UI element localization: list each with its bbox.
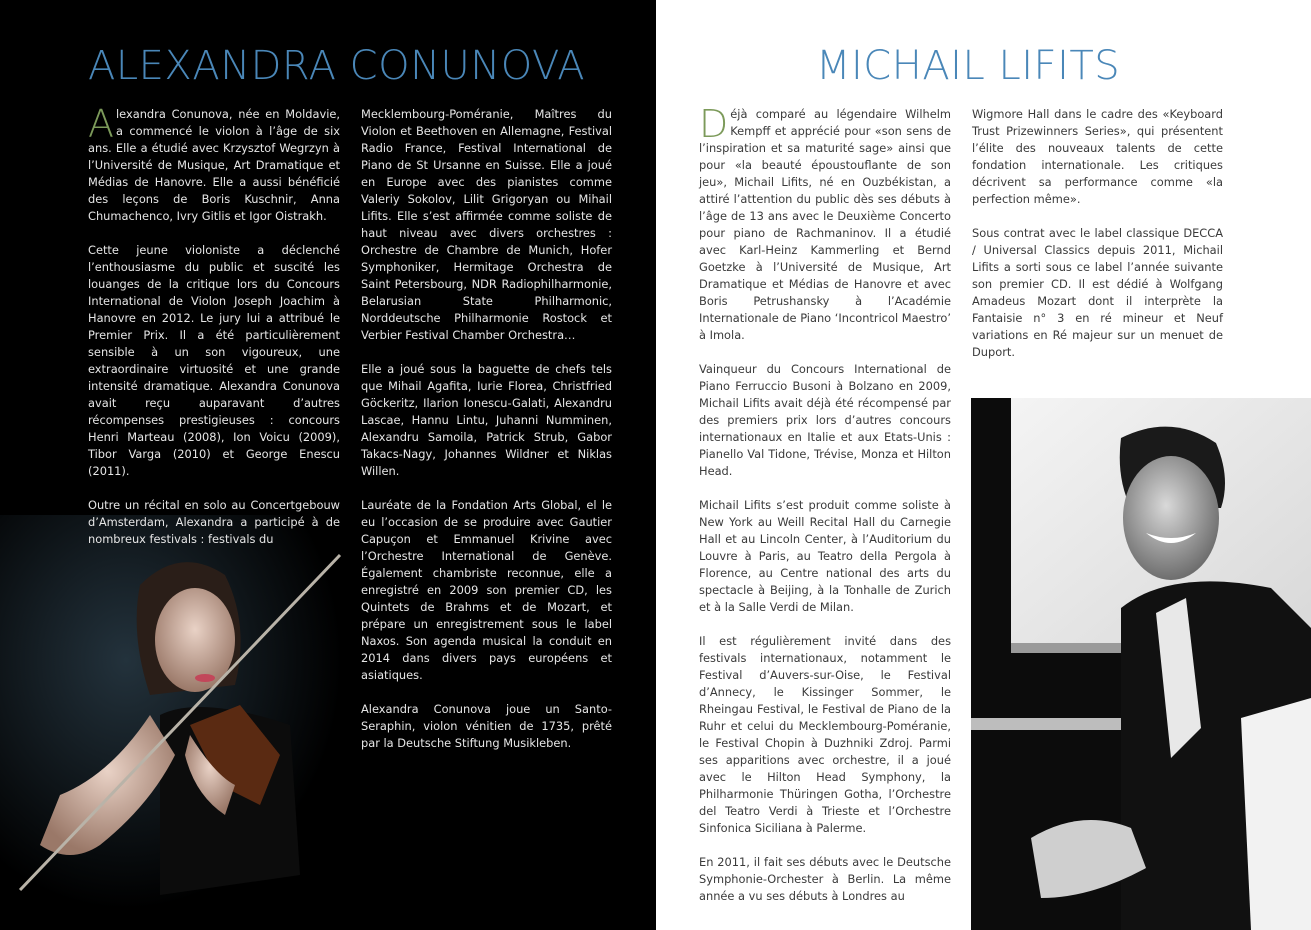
bio-column-1 bbox=[88, 102, 340, 565]
bio-paragraph: Il est régulièrement invité dans des festivals internationaux, notamment le Festival d’Auvers-sur-Oise, le Festival d’Annecy, le Kissinger Sommer, le Rheingau Festival, le Festival de Piano de la Ruhr et celui du Mecklembourg-Poméranie, le Festival Chopin à Duzhniki Zdroj. Parmi ses apparitions avec orchestre, il a joué avec le Hilton Head Symphony, la Philharmonie Thüringen Gotha, l’Orchestre del Teatro Verdi à Trieste et l’Orchestre Sinfonica Siciliana à Palerme. bbox=[699, 634, 951, 835]
bio-paragraph: Outre un récital en solo au Concertgebouw d’Amsterdam, Alexandra a participé à de nombreux festivals : festivals du bbox=[88, 498, 340, 546]
drop-cap: D bbox=[699, 102, 729, 146]
pianist-photo bbox=[971, 398, 1311, 930]
page-title-lifits: MICHAIL LIFITS bbox=[816, 43, 1121, 89]
paragraph-text: éjà comparé au légendaire Wilhelm Kempff et apprécié pour «son sens de l’inspiration et sa maturité sage» ainsi que pour «la beauté époustouflante de son jeu», Michail Lifits, né en Ouzbékistan, a attiré l’attention du public dès ses débuts à l’âge de 13 ans avec le Deuxième Concerto pour piano de Rachmaninov. Il a étudié avec Karl-Heinz Kammerling et Bernd Goetzke à l’Université de Musique, Art Dramatique et Médias de Hanovre et avec Boris Petrushansky à l’Académie Internationale de Piano ‘Incontricol Maestro’ à Imola. bbox=[699, 107, 951, 342]
bio-paragraph: Wigmore Hall dans le cadre des «Keyboard Trust Prizewinners Series», qui présentent l’élite des nouveaux talents de cette fondation internationale. Les critiques décrivent sa performance comme «la perfection même». bbox=[972, 107, 1223, 206]
right-page bbox=[656, 0, 1311, 930]
drop-cap: A bbox=[88, 102, 114, 146]
bio-column-1 bbox=[699, 102, 951, 922]
page-title-conunova: ALEXANDRA CONUNOVA bbox=[88, 43, 586, 89]
bio-column-2 bbox=[972, 106, 1223, 378]
bio-column-2 bbox=[361, 106, 612, 769]
bio-paragraph: Mecklembourg-Poméranie, Maîtres du Violon et Beethoven en Allemagne, Festival Radio France, Festival International de Piano de St Ursanne en Suisse. Elle a joué en Europe avec des pianistes comme Valeriy Sokolov, Lilit Grigoryan ou Mihail Lifits. Elle s’est affirmée comme soliste de haut niveau avec divers orchestres : Orchestre de Chambre de Munich, Hofer Symphoniker, Hermitage Orchestra de Saint Petersbourg, NDR Radiophilharmonie, Belarusian State Philharmonic, Norddeutsche Philharmonie Rostock et Verbier Festival Chamber Orchestra… bbox=[361, 107, 612, 342]
paragraph-text: lexandra Conunova, née en Moldavie, a commencé le violon à l’âge de six ans. Elle a étudié avec Krzysztof Wegrzyn à l’Université de Musique, Art Dramatique et Médias de Hanovre. Elle a aussi bénéficié des leçons de Boris Kuschnir, Anna Chumachenco, Ivry Gitlis et Igor Oistrakh. bbox=[88, 107, 340, 223]
bio-paragraph: Lauréate de la Fondation Arts Global, el le eu l’occasion de se produire avec Gautier Capuçon et Emmanuel Krivine avec l’Orchestre International de Genève. Également chambriste reconnue, elle a enregistré en 2009 son premier CD, les Quintets de Brahms et de Mozart, et prépare un enregistrement sous le label Naxos. Son agenda musical la conduit en 2014 dans divers pays européens et asiatiques. bbox=[361, 498, 612, 682]
bio-paragraph: Elle a joué sous la baguette de chefs tels que Mihail Agafita, Iurie Florea, Christfried Göckeritz, Ilarion Ionescu-Galati, Alexandru Lascae, Hannu Lintu, Juhanni Numminen, Alexandru Samoila, Patrick Strub, Gabor Takacs-Nagy, Johannes Wildner et Niklas Willen. bbox=[361, 362, 612, 478]
bio-paragraph: En 2011, il fait ses débuts avec le Deutsche Symphonie-Orchester à Berlin. La même année a vu ses débuts à Londres au bbox=[699, 855, 951, 903]
violinist-illustration bbox=[0, 515, 360, 930]
bio-paragraph bbox=[88, 102, 340, 225]
bio-paragraph: Michail Lifits s’est produit comme soliste à New York au Weill Recital Hall du Carnegie Hall et au Lincoln Center, à l’Auditorium du Louvre à Paris, au Teatro della Pergola à Florence, au Centre national des arts du spectacle à Beijing, à la Tonhalle de Zurich et à la Salle Verdi de Milan. bbox=[699, 498, 951, 614]
bio-paragraph: Alexandra Conunova joue un Santo-Seraphin, violon vénitien de 1735, prêté par la Deutsche Stiftung Musikleben. bbox=[361, 702, 612, 750]
bio-paragraph bbox=[699, 102, 951, 344]
bio-paragraph: Vainqueur du Concours International de Piano Ferruccio Busoni à Bolzano en 2009, Michail Lifits avait déjà été récompensé par des premiers prix lors d’autres concours internationaux en Italie et aux Etats-Unis : Pianello Val Tidone, Trévise, Monza et Hilton Head. bbox=[699, 362, 951, 478]
bio-paragraph: Cette jeune violoniste a déclenché l’enthousiasme du public et suscité les louanges de la critique lors du Concours International de Violon Joseph Joachim à Hanovre en 2012. Le jury lui a attribué le Premier Prix. Il a été particulièrement sensible à un son vigoureux, une extraordinaire virtuosité et une grande intensité dramatique. Alexandra Conunova avait reçu auparavant d’autres récompenses prestigieuses : concours Henri Marteau (2008), Ion Voicu (2009), Tibor Varga (2010) et George Enescu (2011). bbox=[88, 243, 340, 478]
pianist-illustration bbox=[971, 398, 1311, 930]
bio-paragraph: Sous contrat avec le label classique DECCA / Universal Classics depuis 2011, Michail Lifits a sorti sous ce label l’année suivante son premier CD. Il est dédié à Wolfgang Amadeus Mozart dont il interprète la Fantaisie n° 3 en ré mineur et Neuf variations en Ré majeur sur un menuet de Duport. bbox=[972, 226, 1223, 359]
violinist-photo bbox=[0, 515, 360, 930]
